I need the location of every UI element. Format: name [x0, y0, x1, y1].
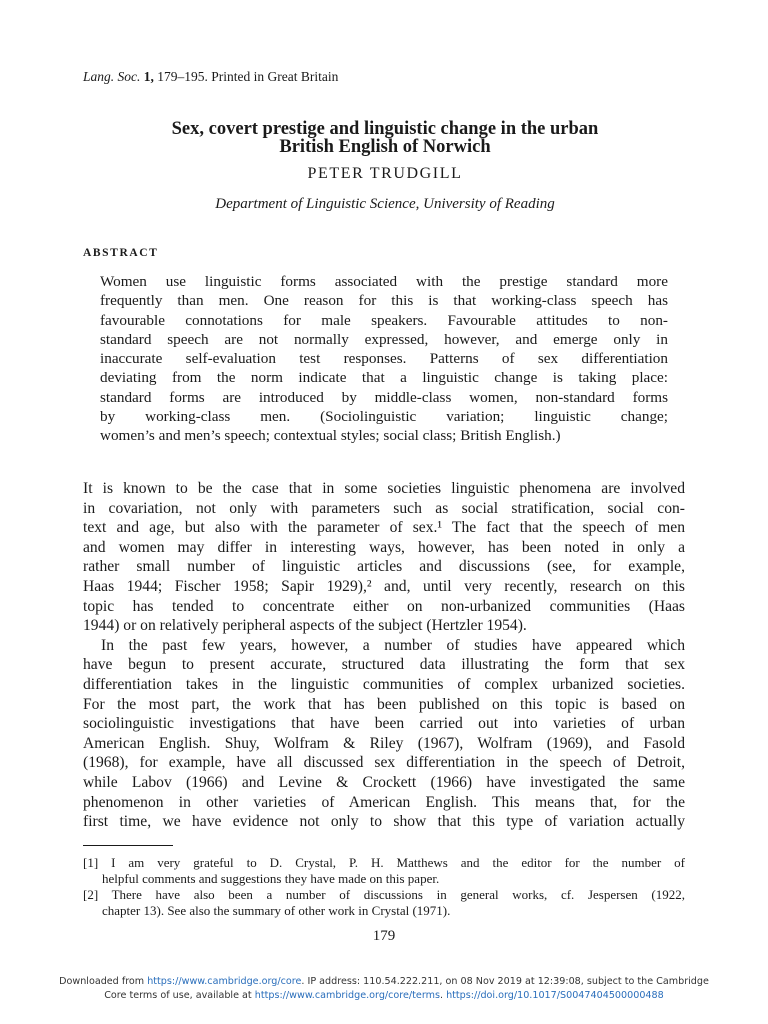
author-affiliation: Department of Linguistic Science, University of Reading	[215, 196, 555, 212]
download-notice	[0, 975, 768, 1003]
body-line: phenomenon in other varieties of American English. This means that, for the	[83, 793, 685, 811]
doi-link[interactable]: https://doi.org/10.1017/S0047404500000488	[446, 990, 664, 1001]
core-link[interactable]: https://www.cambridge.org/core	[147, 976, 302, 987]
journal-pages-note: 179–195. Printed in Great Britain	[157, 69, 339, 84]
journal-volume: 1,	[143, 69, 154, 84]
footnotes	[83, 855, 685, 919]
body-line: sociolinguistic investigations that have been carried out into varieties of urban	[83, 715, 685, 733]
article-title-line-2: British English of Norwich	[279, 137, 491, 157]
terms-prefix: Core terms of use, available at	[104, 990, 255, 1001]
body-line: It is known to be the case that in some societies linguistic phenomena are involved	[83, 480, 685, 497]
abstract-line: women’s and men’s speech; contextual styles; social class; British English.)	[100, 427, 561, 445]
download-notice-line-1	[0, 975, 768, 989]
body-line: In the past few years, however, a number of studies have appeared which	[101, 636, 685, 654]
body-line: For the most part, the work that has been published on this topic is based on	[83, 695, 685, 713]
abstract-heading: ABSTRACT	[83, 247, 159, 259]
footnote-1: [1] I am very grateful to D. Crystal, P. H. Matthews and the editor for the number of	[83, 855, 685, 870]
abstract-line: Women use linguistic forms associated with the prestige standard more	[100, 273, 668, 290]
body-line: in covariation, not only with parameters such as social stratification, social con-	[83, 499, 685, 517]
author-name: PETER TRUDGILL	[307, 165, 463, 182]
journal-abbrev: Lang. Soc.	[83, 69, 141, 84]
journal-reference	[83, 69, 338, 85]
body-line: differentiation takes in the linguistic communities of complex urbanized societies.	[83, 675, 685, 693]
body-line: rather small number of linguistic articles and discussions (see, for example,	[83, 558, 685, 576]
footnote-1-continuation: helpful comments and suggestions they have made on this paper.	[102, 871, 440, 886]
download-ip-text: . IP address: 110.54.222.211, on 08 Nov 2019 at 12:39:08, subject to the Cambridge	[301, 976, 709, 987]
abstract-line: by working-class men. (Sociolinguistic variation; linguistic change;	[100, 408, 668, 426]
footnote-2-continuation: chapter 13). See also the summary of other work in Crystal (1971).	[102, 903, 451, 918]
abstract-line: inaccurate self-evaluation test responses. Patterns of sex differentiation	[100, 350, 668, 368]
terms-link[interactable]: https://www.cambridge.org/core/terms	[254, 990, 440, 1001]
body-line: 1944) or on relatively peripheral aspects of the subject (Hertzler 1954).	[83, 617, 527, 635]
footnote-2: [2] There have also been a number of discussions in general works, cf. Jespersen (1922,	[83, 887, 685, 902]
abstract-line: frequently than men. One reason for this is that working-class speech has	[100, 292, 668, 310]
body-line: have begun to present accurate, structured data illustrating the form that sex	[83, 656, 685, 674]
terms-period: .	[439, 990, 447, 1001]
abstract-line: favourable connotations for male speakers. Favourable attitudes to non-	[100, 311, 668, 329]
body-line: while Labov (1966) and Levine & Crockett (1966) have investigated the same	[83, 773, 685, 791]
body-line: Haas 1944; Fischer 1958; Sapir 1929),² and, until very recently, research on this	[83, 577, 685, 595]
abstract-text	[100, 272, 668, 446]
body-line: first time, we have evidence not only to show that this type of variation actually	[83, 813, 685, 831]
page-number: 179	[372, 928, 396, 944]
footnote-divider	[83, 845, 173, 846]
abstract-line: standard forms are introduced by middle-class women, non-standard forms	[100, 388, 668, 406]
body-text	[83, 479, 685, 832]
body-line: (1968), for example, have all discussed sex differentiation in the speech of Detroit,	[83, 754, 685, 772]
abstract-line: standard speech are not normally expressed, however, and emerge only in	[100, 330, 668, 348]
body-line: topic has tended to concentrate either on non-urbanized communities (Haas	[83, 597, 685, 615]
article-title-line-1: Sex, covert prestige and linguistic change in the urban	[171, 119, 599, 139]
body-line: American English. Shuy, Wolfram & Riley (1967), Wolfram (1969), and Fasold	[83, 734, 685, 752]
abstract-line: deviating from the norm indicate that a linguistic change is taking place:	[100, 369, 668, 387]
download-notice-line-2	[0, 989, 768, 1003]
body-line: text and age, but also with the parameter of sex.¹ The fact that the speech of men	[83, 519, 685, 537]
body-line: and women may differ in interesting ways, however, has been noted in only a	[83, 538, 685, 556]
download-prefix: Downloaded from	[59, 976, 148, 987]
